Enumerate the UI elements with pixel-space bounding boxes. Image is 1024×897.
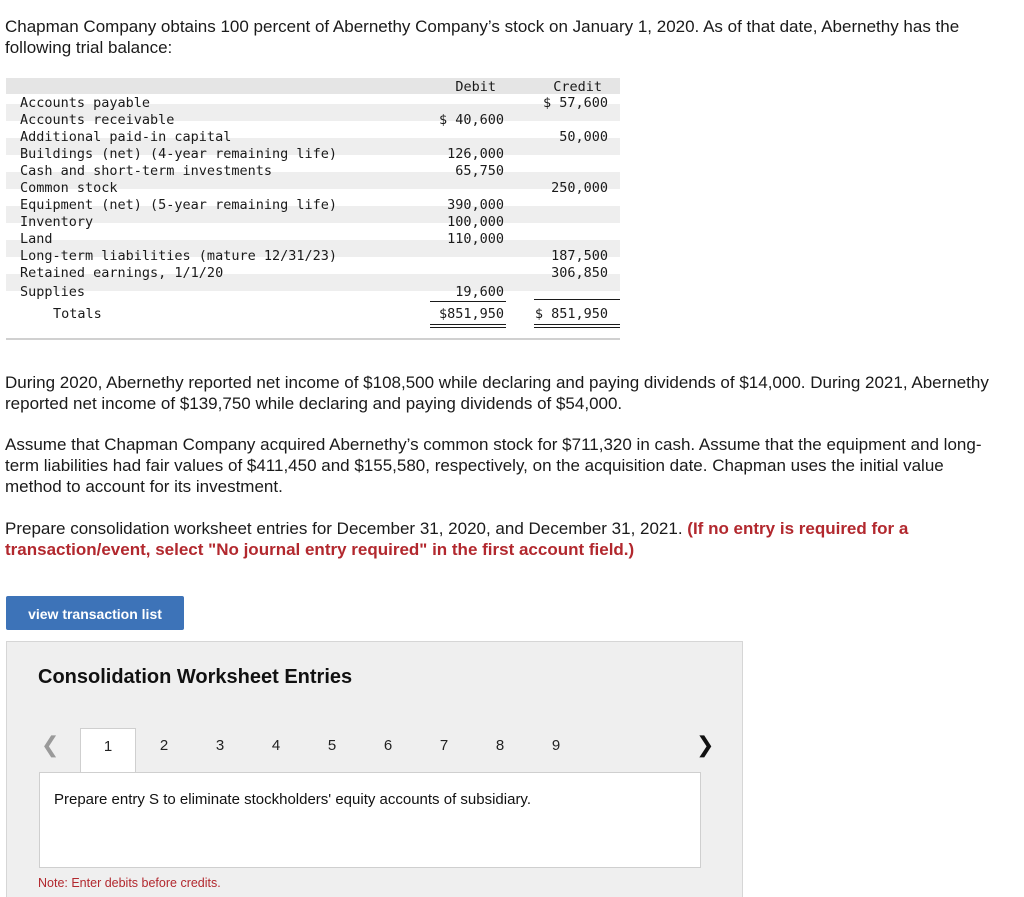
page-tab-2[interactable]: 2 (159, 737, 169, 754)
subtotal-rule (430, 301, 506, 302)
total-double-rule (534, 324, 620, 325)
credit-amount: 306,850 (551, 265, 608, 281)
acquisition-paragraph: Assume that Chapman Company acquired Abernethy’s common stock for $711,320 in cash. Assume that the equipment and long-term liabilities had fair values of $411,450 and $155,580, respectively, on the acquisition date. Chapman uses the initial value method to account for its investment. (5, 435, 982, 496)
total-double-rule (430, 327, 506, 328)
page-tab-4[interactable]: 4 (271, 737, 281, 754)
account-label: Long-term liabilities (mature 12/31/23) (20, 248, 337, 264)
credit-amount: $ 57,600 (542, 95, 608, 111)
page-tab-1[interactable]: 1 (80, 728, 136, 774)
account-label: Equipment (net) (5-year remaining life) (20, 197, 337, 213)
totals-credit: $ 851,950 (534, 306, 608, 322)
credit-amount: 187,500 (551, 248, 608, 264)
instruction-text: Prepare consolidation worksheet entries for December 31, 2020, and December 31, 2021. (5, 519, 683, 538)
account-label: Common stock (20, 180, 118, 196)
total-double-rule (430, 324, 506, 325)
debit-amount: 110,000 (447, 231, 504, 247)
total-double-rule (534, 327, 620, 328)
totals-debit: $851,950 (438, 306, 504, 322)
debit-amount: 100,000 (447, 214, 504, 230)
table-header-band (6, 78, 620, 94)
note-text: Note: Enter debits before credits. (38, 876, 221, 890)
credit-header: Credit (553, 79, 602, 95)
page-tab-6[interactable]: 6 (383, 737, 393, 754)
debit-amount: 65,750 (455, 163, 504, 179)
account-label: Additional paid-in capital (20, 129, 232, 145)
entry-prompt: Prepare entry S to eliminate stockholders' equity accounts of subsidiary. (54, 791, 531, 808)
trial-balance-table (6, 78, 620, 342)
debit-header: Debit (455, 79, 496, 95)
panel-title: Consolidation Worksheet Entries (38, 666, 353, 688)
page-tab-9[interactable]: 9 (551, 737, 561, 754)
account-label: Buildings (net) (4-year remaining life) (20, 146, 337, 162)
page-tab-8[interactable]: 8 (495, 737, 505, 754)
chevron-left-icon[interactable]: ❮ (41, 732, 60, 757)
page-tab-5[interactable]: 5 (327, 737, 337, 754)
debit-amount: $ 40,600 (438, 112, 504, 128)
intro-paragraph: Chapman Company obtains 100 percent of Abernethy Company’s stock on January 1, 2020. As of that date, Abernethy has the following trial balance: (5, 17, 960, 57)
page-tab-7[interactable]: 7 (439, 737, 449, 754)
table-bottom-border (6, 338, 620, 340)
view-transaction-list-button[interactable]: view transaction list (6, 596, 184, 630)
account-label: Accounts receivable (20, 112, 175, 128)
account-label: Retained earnings, 1/1/20 (20, 265, 224, 281)
totals-label: Totals (53, 306, 102, 322)
debit-amount: 126,000 (447, 146, 504, 162)
instruction-emphasis: (If no entry is required for a transaction/event, select "No journal entry required" in the first account field.) (5, 519, 909, 559)
account-label: Supplies (20, 284, 86, 300)
debit-amount: 390,000 (447, 197, 504, 213)
page-tab-3[interactable]: 3 (215, 737, 225, 754)
account-label: Cash and short-term investments (20, 163, 272, 179)
account-label: Inventory (20, 214, 94, 230)
credit-amount: 50,000 (559, 129, 608, 145)
instruction-paragraph (5, 518, 995, 560)
chevron-right-icon[interactable]: ❯ (696, 732, 715, 757)
consolidation-worksheet-panel (6, 641, 743, 897)
income-dividends-paragraph: During 2020, Abernethy reported net income of $108,500 while declaring and paying dividends of $14,000. During 2021, Abernethy reported net income of $139,750 while declaring and paying dividends of $54,000. (5, 373, 989, 413)
entry-instruction-box (39, 772, 701, 868)
credit-amount: 250,000 (551, 180, 608, 196)
account-label: Accounts payable (20, 95, 151, 111)
debit-amount: 19,600 (455, 284, 504, 300)
subtotal-rule (534, 299, 620, 300)
account-label: Land (20, 231, 53, 247)
